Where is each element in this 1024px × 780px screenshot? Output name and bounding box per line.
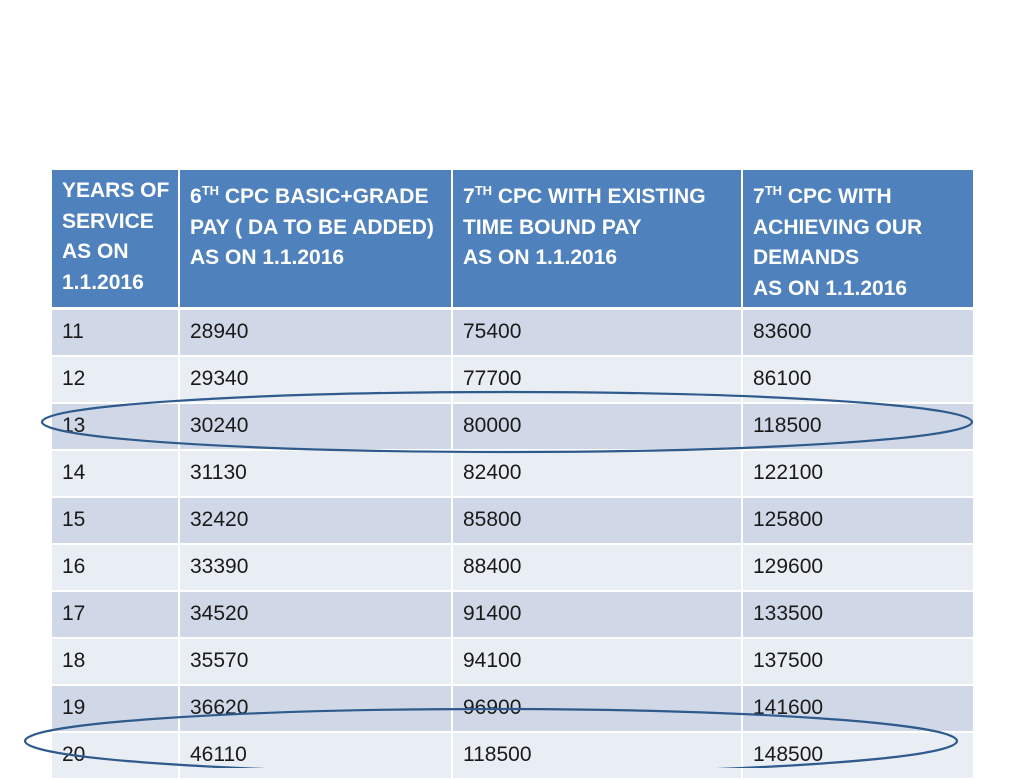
header-superscript: TH [474,183,493,198]
cell-7th-cpc-demands: 86100 [742,356,973,403]
cell-6th-cpc: 28940 [179,309,452,356]
cell-6th-cpc: 31130 [179,450,452,497]
cell-7th-cpc-demands: 129600 [742,544,973,591]
cell-years: 11 [52,309,179,356]
cell-6th-cpc: 35570 [179,638,452,685]
header-line: AS ON 1.1.2016 [753,276,908,300]
header-prefix: 6 [190,185,202,208]
header-superscript: TH [764,183,783,198]
cell-7th-cpc-demands: 141600 [742,685,973,732]
cell-6th-cpc: 46110 [179,732,452,779]
cell-years: 15 [52,497,179,544]
cell-7th-cpc-demands: 148500 [742,732,973,779]
header-line: AS ON 1.1.2016 [190,246,345,269]
cell-7th-cpc-demands: 118500 [742,403,973,450]
table-row [52,638,973,685]
header-prefix: 7 [463,185,475,208]
header-line [753,176,965,213]
table-row [52,497,973,544]
header-line [463,176,733,213]
cell-7th-cpc-existing: 77700 [452,356,742,403]
table-row [52,544,973,591]
cell-7th-cpc-existing: 91400 [452,591,742,638]
header-line [190,176,443,213]
table-row [52,591,973,638]
header-line: SERVICE [62,209,154,233]
cell-7th-cpc-existing: 88400 [452,544,742,591]
header-line: AS ON 1.1.2016 [463,246,618,269]
cell-7th-cpc-demands: 137500 [742,638,973,685]
cell-7th-cpc-demands: 122100 [742,450,973,497]
header-line: YEARS OF [62,179,170,202]
header-7th-cpc-existing [452,170,742,309]
header-prefix: 7 [753,185,765,208]
header-line: ACHIEVING OUR [753,215,923,239]
table-row [52,309,973,356]
cell-6th-cpc: 29340 [179,356,452,403]
table-row [52,403,973,450]
cell-6th-cpc: 33390 [179,544,452,591]
cell-years: 19 [52,685,179,732]
cell-7th-cpc-existing: 75400 [452,309,742,356]
cell-7th-cpc-demands: 133500 [742,591,973,638]
cell-years: 13 [52,403,179,450]
cell-years: 18 [52,638,179,685]
cell-6th-cpc: 34520 [179,591,452,638]
header-line: PAY ( DA TO BE ADDED) [190,215,434,239]
header-suffix: CPC WITH [782,185,892,208]
cell-years: 17 [52,591,179,638]
cell-years: 14 [52,450,179,497]
header-line: TIME BOUND PAY [463,215,642,239]
header-7th-cpc-demands [742,170,973,309]
table-row [52,450,973,497]
header-line: DEMANDS [753,246,860,269]
cell-7th-cpc-existing: 96900 [452,685,742,732]
header-suffix: CPC WITH EXISTING [492,185,706,208]
table-row [52,685,973,732]
cell-years: 12 [52,356,179,403]
cell-6th-cpc: 36620 [179,685,452,732]
pay-comparison-table [52,170,973,780]
cell-7th-cpc-existing: 82400 [452,450,742,497]
cell-years: 20 [52,732,179,779]
cell-7th-cpc-existing: 80000 [452,403,742,450]
cell-7th-cpc-demands: 83600 [742,309,973,356]
cell-7th-cpc-existing: 94100 [452,638,742,685]
table-row [52,732,973,779]
cell-years: 16 [52,544,179,591]
header-row [52,170,973,309]
cell-6th-cpc: 32420 [179,497,452,544]
header-superscript: TH [201,183,220,198]
table-row [52,356,973,403]
cell-7th-cpc-existing: 85800 [452,497,742,544]
header-years-of-service [52,170,179,309]
cell-7th-cpc-existing: 118500 [452,732,742,779]
header-line: AS ON [62,240,129,263]
header-suffix: CPC BASIC+GRADE [219,185,429,208]
cell-6th-cpc: 30240 [179,403,452,450]
cell-7th-cpc-demands: 125800 [742,497,973,544]
header-6th-cpc [179,170,452,309]
header-line: 1.1.2016 [62,270,144,294]
